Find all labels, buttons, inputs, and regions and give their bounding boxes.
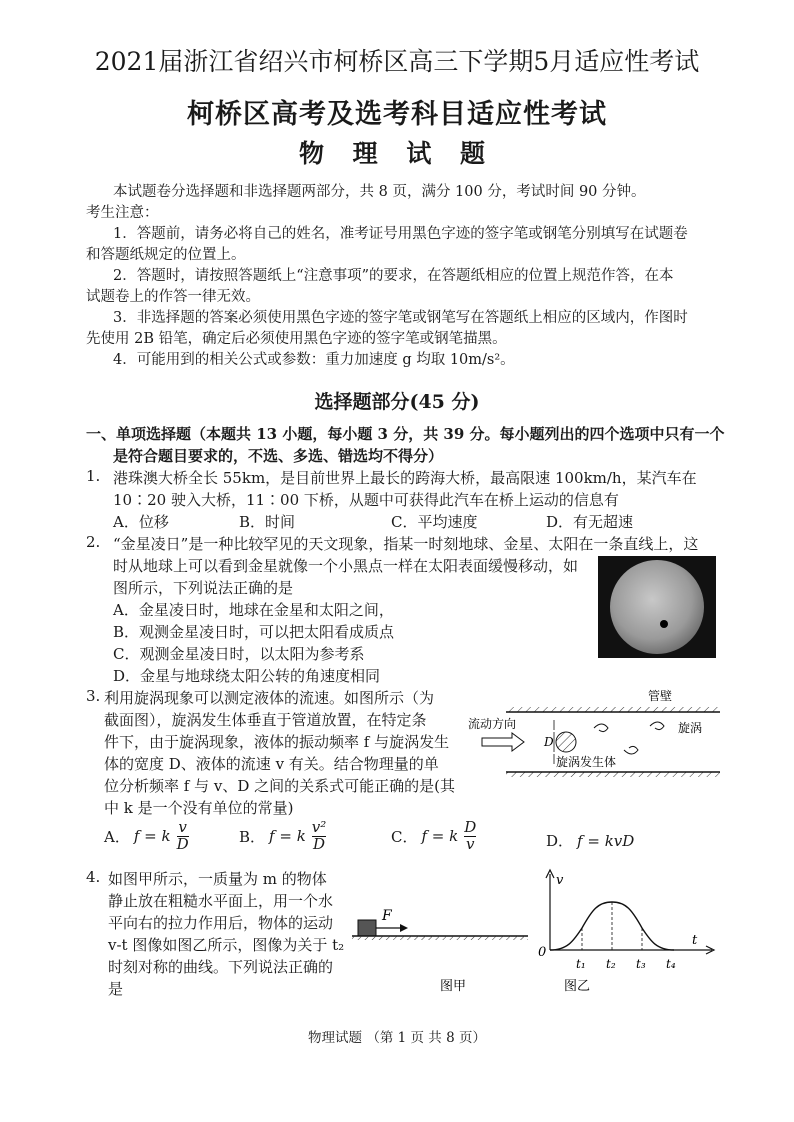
fraction [177, 820, 189, 853]
notice-title: 考生注意： [86, 205, 159, 221]
notice-item: 3．非选择题的答案必须使用黑色字迹的签字笔或钢笔写在答题纸上相应的区域内，作图时 [113, 310, 688, 326]
fraction [464, 820, 476, 853]
figure-a-block-diagram [348, 900, 532, 996]
notice-item: 先使用 2B 铅笔，确定后必须使用黑色字迹的签字笔或钢笔描黑。 [86, 331, 507, 347]
question-text: 时刻对称的曲线。下列说法正确的 [108, 958, 334, 976]
figure-b-caption: 图乙 [564, 979, 591, 994]
numerator: D [464, 818, 477, 836]
notice-item: 试题卷上的作答一律无效。 [86, 289, 260, 305]
formula: f = kvD [577, 831, 635, 850]
option-d: D．有无超速 [546, 513, 634, 531]
arrowhead-icon [400, 924, 408, 932]
vortex-swirl-icon [624, 746, 638, 754]
t1-label: t₁ [576, 957, 586, 971]
section-title: 选择题部分(45 分) [314, 391, 480, 413]
option-label: C． [391, 827, 418, 846]
question-text: 10∶20 驶入大桥，11∶00 下桥，从题中可获得此汽车在桥上运动的信息有 [113, 491, 619, 509]
question-text: 利用旋涡现象可以测定液体的流速。如图所示（为 [104, 689, 435, 707]
figure-a-caption: 图甲 [440, 979, 467, 994]
pipe-wall-label: 管壁 [648, 689, 673, 703]
question-number: 2. [86, 533, 101, 551]
option-a [104, 820, 189, 853]
question-text: 是 [108, 980, 124, 998]
part-instructions: 是符合题目要求的，不选、多选、错选均不得分） [113, 447, 444, 465]
question-text: 时从地球上可以看到金星就像一个小黑点一样在太阳表面缓慢移动，如 [113, 557, 579, 575]
vortex-flow-diagram [464, 680, 724, 800]
question-number: 1. [86, 467, 101, 485]
block-mass [358, 920, 376, 936]
vortex-generator-cylinder [556, 732, 576, 752]
exam-title: 柯桥区高考及选考科目适应性考试 [187, 99, 607, 130]
option-a: A．位移 [113, 513, 169, 531]
notice-item: 4．可能用到的相关公式或参数：重力加速度 g 均取 10m/s²。 [113, 352, 515, 368]
question-number: 4. [86, 868, 101, 886]
denominator: D [176, 834, 189, 853]
vortex-generator-label: 旋涡发生体 [556, 755, 617, 769]
question-text: 如图甲所示，一质量为 m 的物体 [108, 870, 327, 888]
question-text: 中 k 是一个没有单位的常量) [104, 799, 294, 817]
question-text: v-t 图像如图乙所示，图像为关于 t₂ [108, 936, 345, 954]
subject-title: 物 理 试 题 [298, 139, 496, 168]
notice-item: 和答题纸规定的位置上。 [86, 247, 246, 263]
exam-series-title: 2021届浙江省绍兴市柯桥区高三下学期5月适应性考试 [94, 47, 700, 76]
notice-item: 2．答题时，请按照答题纸上“注意事项”的要求，在答题纸相应的位置上规范作答，在本 [113, 268, 674, 284]
formula-lhs: f = k [421, 827, 459, 846]
t3-label: t₃ [636, 957, 646, 971]
question-text: 港珠澳大桥全长 55km，是目前世界上最长的跨海大桥，最高限速 100km/h，某汽车在 [113, 469, 697, 487]
question-text: “金星凌日”是一种比较罕见的天文现象，指某一时刻地球、金星、太阳在一条直线上，这 [113, 535, 699, 553]
option-label: D． [546, 832, 574, 850]
option-a: A．金星凌日时，地球在金星和太阳之间， [113, 601, 394, 619]
option-label: B． [239, 827, 266, 846]
denominator: D [313, 834, 326, 853]
intro-text: 本试题卷分选择题和非选择题两部分，共 8 页，满分 100 分，考试时间 90 分钟。 [113, 184, 646, 200]
t2-label: t₂ [606, 957, 616, 971]
ground-hatch [352, 936, 528, 940]
denominator: v [466, 834, 475, 853]
question-text: 平向右的拉力作用后，物体的运动 [108, 914, 334, 932]
figure-b-vt-graph [534, 868, 718, 996]
part-instructions: 一、单项选择题（本题共 13 小题，每小题 3 分，共 39 分。每小题列出的四个选项中只有一个 [86, 425, 725, 443]
t-axis-label: t [692, 933, 698, 948]
option-label: A． [104, 827, 130, 846]
option-c: C．观测金星凌日时，以太阳为参考系 [113, 645, 365, 663]
vortex-swirl-icon [650, 722, 664, 730]
force-label: F [382, 908, 392, 924]
option-d [546, 830, 634, 851]
option-b: B．观测金星凌日时，可以把太阳看成质点 [113, 623, 395, 641]
venus-dot [660, 620, 668, 628]
option-b: B．时间 [239, 513, 296, 531]
t4-label: t₄ [666, 957, 676, 971]
origin-label: 0 [538, 945, 547, 960]
question-text: 件下，由于旋涡现象，液体的振动频率 f 与旋涡发生 [104, 733, 450, 751]
fraction [312, 820, 327, 853]
option-b [239, 820, 326, 853]
sun-disk [610, 560, 704, 654]
v-axis-label: v [556, 873, 564, 888]
question-number: 3. [86, 687, 101, 705]
option-c: C．平均速度 [391, 513, 478, 531]
notice-item: 1．答题前，请务必将自己的姓名，准考证号用黑色字迹的签字笔或钢笔分别填写在试题卷 [113, 226, 688, 242]
question-text: 图所示，下列说法正确的是 [113, 579, 294, 597]
vortex-label: 旋涡 [678, 721, 703, 735]
venus-transit-photo [598, 556, 716, 658]
vortex-swirl-icon [594, 724, 608, 732]
question-text: 静止放在粗糙水平面上，用一个水 [108, 892, 334, 910]
page-footer: 物理试题 （第 1 页 共 8 页） [308, 1030, 486, 1046]
question-text: 位分析频率 f 与 v、D 之间的关系式可能正确的是(其 [104, 777, 455, 795]
flow-arrow-icon [482, 733, 524, 751]
question-text: 体的宽度 D、液体的流速 v 有关。结合物理量的单 [104, 755, 439, 773]
numerator: v² [311, 818, 327, 836]
question-text: 截面图），旋涡发生体垂直于管道放置，在特定条 [104, 711, 427, 729]
option-d: D．金星与地球绕太阳公转的角速度相同 [113, 667, 381, 685]
formula-lhs: f = k [133, 827, 171, 846]
width-d-label: D [544, 735, 554, 749]
formula-lhs: f = k [269, 827, 306, 846]
numerator: v [178, 818, 187, 836]
option-c [391, 820, 476, 853]
flow-direction-label: 流动方向 [468, 717, 517, 731]
